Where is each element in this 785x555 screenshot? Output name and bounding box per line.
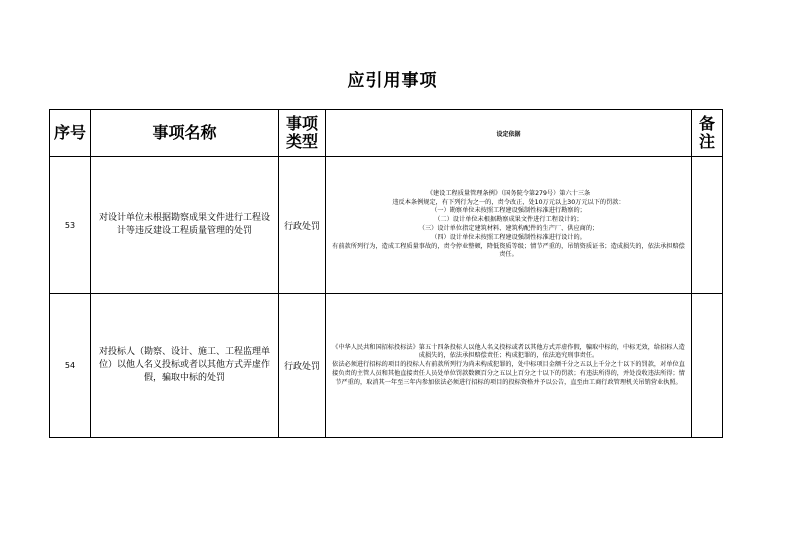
header-seq: 序号: [50, 110, 91, 157]
page-title: 应引用事项: [347, 71, 438, 91]
basis-line: 依法必须进行招标的项目的投标人有前款所列行为尚未构成犯罪的，处中标项目金额千分之五以上千分之十以下的罚款，对单位直接负责的主管人员和其他直接责任人员处单位罚款数额百分之五以上百分之十以下的罚款；有违法所得的，并处没收违法所得；情节严重的，取消其一年至三年内参加依法必须进行招标的项目的投标资格并予以公告，直至由工商行政管理机关吊销营业执照。: [332, 361, 685, 386]
row-name: 对设计单位未根据勘察成果文件进行工程设计等违反建设工程质量管理的处罚: [91, 157, 279, 294]
items-table: [49, 109, 723, 438]
basis-line: 有前款所列行为，造成工程质量事故的，责令停业整顿，降低资质等级；情节严重的，吊销资质证书；造成损失的，依法承担赔偿责任。: [332, 242, 685, 259]
header-note: [692, 110, 723, 157]
row-seq: 53: [50, 157, 91, 294]
row-note: [692, 294, 723, 438]
row-basis: [326, 294, 692, 438]
header-name: 事项名称: [91, 110, 279, 157]
basis-line: 违反本条例规定，有下列行为之一的，责令改正，处10万元以上30万元以下的罚款：: [392, 198, 625, 206]
basis-line: 《建设工程质量管理条例》（国务院令第279号）第六十三条: [426, 189, 591, 197]
row-name: 对投标人（勘察、设计、施工、工程监理单位）以他人名义投标或者以其他方式弄虚作假，骗取中标的处罚: [91, 294, 279, 438]
header-type-line1: 事项: [285, 114, 318, 133]
header-note-line1: 备: [698, 114, 715, 133]
row-type: 行政处罚: [279, 294, 326, 438]
basis-line: （三）设计单位指定建筑材料、建筑构配件的生产厂、供应商的；: [418, 225, 599, 232]
row-note: [692, 157, 723, 294]
basis-line: （二）设计单位未根据勘察成果文件进行工程设计的；: [434, 216, 583, 224]
basis-line: 《中华人民共和国招标投标法》第五十四条投标人以他人名义投标或者以其他方式弄虚作假，骗取中标的，中标无效，给招标人造成损失的，依法承担赔偿责任；构成犯罪的，依法追究刑事责任。: [332, 343, 685, 360]
row-basis: [326, 157, 692, 294]
row-seq: 54: [50, 294, 91, 438]
basis-line: （四）设计单位未按照工程建设强制性标准进行设计的。: [431, 233, 586, 241]
basis-line: （一）勘察单位未按照工程建设强制性标准进行勘察的；: [431, 207, 586, 215]
table-row: [50, 294, 723, 438]
table-row: [50, 157, 723, 294]
header-type: [279, 110, 326, 157]
header-note-line2: 注: [698, 132, 715, 151]
row-type: 行政处罚: [279, 157, 326, 294]
header-row: [50, 110, 723, 157]
header-type-line2: 类型: [285, 132, 318, 151]
header-basis: 设定依据: [326, 110, 692, 157]
